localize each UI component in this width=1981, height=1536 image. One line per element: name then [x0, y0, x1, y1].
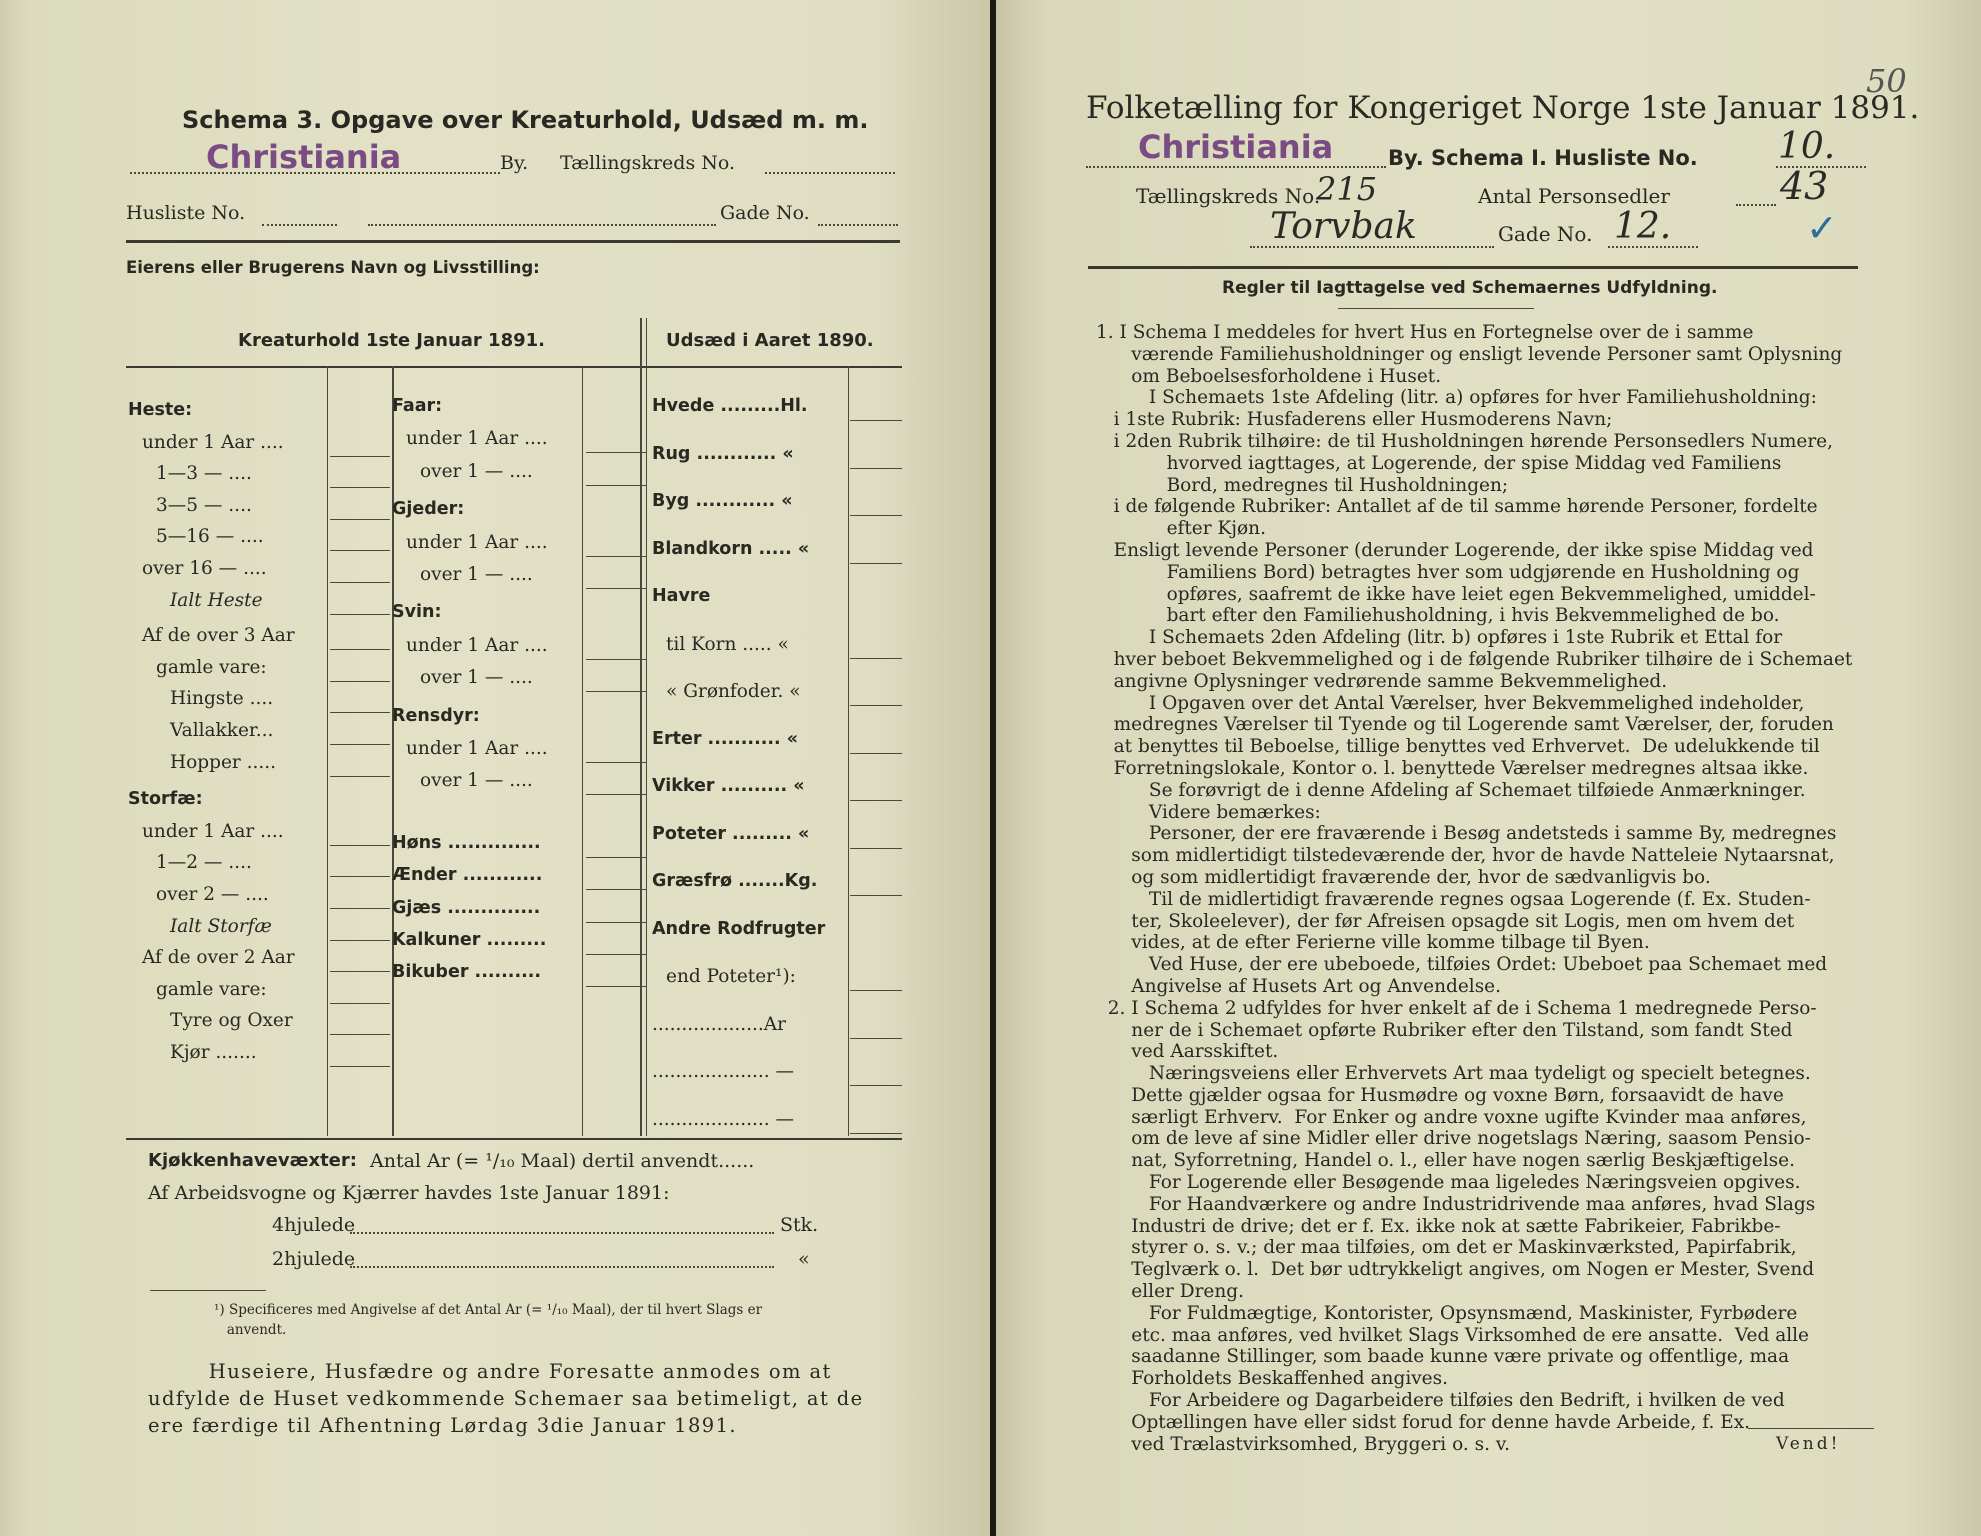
col3-row: Havre [652, 586, 711, 606]
gade-label-right: Gade No. [1498, 222, 1593, 246]
col3-entry-line [850, 1038, 902, 1039]
col2-row: Høns .............. [392, 832, 541, 853]
schema3-title: Schema 3. Opgave over Kreaturhold, Udsæd m. m. [182, 106, 869, 134]
col2-row: Kalkuner ......... [392, 930, 547, 950]
col-rule-1 [327, 366, 328, 1136]
col1-entry-line [330, 1003, 390, 1004]
col2-row: Bikuber .......... [392, 962, 542, 983]
col1-row: Kjør ....... [170, 1042, 257, 1063]
kitchen-garden-label: Kjøkkenhavevæxter: [148, 1150, 357, 1171]
by-label: By. [500, 152, 529, 174]
col2-row: Rensdyr: [392, 705, 480, 726]
personsedler-line [1736, 204, 1776, 206]
col3-row: Vikker .......... « [652, 776, 805, 796]
four-wheeled-line [350, 1232, 774, 1234]
col3-entry-line [850, 990, 902, 991]
col1-entry-line [330, 940, 390, 941]
col2-row: Gjeder: [392, 499, 465, 520]
col2-entry-line [586, 691, 646, 692]
city-line-right [1086, 166, 1386, 168]
footnote: ¹) Specificeres med Angivelse af det Antal Ar (= ¹/₁₀ Maal), der til hvert Slags er anvendt. [214, 1302, 763, 1338]
gade-no-value: 12. [1614, 206, 1672, 247]
city-line [130, 172, 500, 174]
taellingskreds-label-right: Tællingskreds No. [1136, 184, 1321, 208]
col1-row: 5—16 — .... [156, 526, 264, 548]
col1-row: Vallakker... [170, 720, 274, 741]
gade-no-line-right [1608, 246, 1698, 248]
col1-row: 1—2 — .... [156, 852, 252, 874]
col2-row: under 1 Aar .... [406, 531, 548, 553]
col3-entry-line [850, 800, 902, 801]
street-name-value: Torvbak [1270, 206, 1417, 247]
col1-entry-line [330, 876, 390, 877]
husliste-no-value: 10. [1778, 126, 1836, 167]
col2-entry-line [586, 659, 646, 660]
col1-row: 3—5 — .... [156, 494, 252, 516]
col2-entry-line [586, 857, 646, 858]
left-page-schema-3 [0, 0, 990, 1536]
col3-entry-line [850, 848, 902, 849]
col1-row: Hopper ..... [170, 751, 277, 773]
col1-entry-line [330, 744, 390, 745]
right-header-rule [1088, 266, 1858, 269]
col3-row: til Korn ..... « [666, 633, 789, 655]
col1-row: 1—3 — .... [156, 463, 252, 485]
col1-row: Ialt Heste [170, 589, 263, 611]
footnote-rule [150, 1290, 266, 1291]
census-title: Folketælling for Kongeriget Norge 1ste Januar 1891. [1086, 90, 1920, 126]
col1-entry-line [330, 1066, 390, 1067]
col1-entry-line [330, 582, 390, 583]
kitchen-garden-text: Antal Ar (= ¹/₁₀ Maal) dertil anvendt...... [370, 1150, 755, 1172]
col2-row: Svin: [392, 602, 442, 623]
col1-row: under 1 Aar .... [142, 820, 284, 842]
closing-note: Huseiere, Husfædre og andre Foresatte anmodes om at udfylde de Huset vedkommende Schemaer saa betimeligt, at de ere færdige til Afhentning Lørdag 3die Januar 1891. [148, 1360, 864, 1437]
col3-row: Erter ........... « [652, 728, 799, 749]
husliste-label-left: Husliste No. [126, 202, 246, 224]
col2-entry-line [586, 452, 646, 453]
two-wheeled-line [350, 1266, 774, 1268]
seed-heading: Udsæd i Aaret 1890. [666, 330, 874, 351]
taellingskreds-value: 215 [1316, 170, 1378, 208]
col1-entry-line [330, 456, 390, 457]
col2-entry-line [586, 762, 646, 763]
city-stamp-right: Christiania [1138, 128, 1334, 166]
col3-entry-line [850, 563, 902, 564]
ditto-mark-wagons: « [798, 1248, 810, 1270]
rules-underline [1338, 308, 1534, 309]
col2-entry-line [586, 954, 646, 955]
vend-rule [1748, 1428, 1874, 1429]
col3-row: Poteter ......... « [652, 823, 810, 844]
col3-entry-line [850, 705, 902, 706]
col3-row: .................... — [652, 1108, 794, 1130]
taellingskreds-label-left: Tællingskreds No. [560, 152, 735, 174]
col3-entry-line [850, 753, 902, 754]
col3-entry-line [850, 658, 902, 659]
col1-entry-line [330, 614, 390, 615]
col1-entry-line [330, 845, 390, 846]
col2-entry-line [586, 922, 646, 923]
col3-entry-line [850, 1085, 902, 1086]
col2-row: Ænder ............ [392, 865, 543, 886]
col2-row: Gjæs .............. [392, 897, 541, 918]
col2-row: Faar: [392, 396, 443, 416]
col1-entry-line [330, 908, 390, 909]
right-page-schema-1 [996, 0, 1981, 1536]
col3-entry-line [850, 420, 902, 421]
col3-row: end Poteter¹): [666, 966, 796, 987]
by-schema-husliste: By. Schema I. Husliste No. [1388, 146, 1698, 170]
livestock-heading: Kreaturhold 1ste Januar 1891. [238, 330, 545, 351]
vend-label: Vend! [1776, 1434, 1841, 1454]
col1-row: over 16 — .... [142, 558, 267, 579]
col2-row: under 1 Aar .... [406, 738, 548, 759]
col2-entry-line [586, 794, 646, 795]
section-divider-inner [646, 318, 647, 1136]
col-rule-4 [848, 366, 849, 1136]
col1-row: Hingste .... [170, 688, 274, 710]
col3-entry-line [850, 1133, 902, 1134]
col3-entry-line [850, 515, 902, 516]
col1-entry-line [330, 649, 390, 650]
col3-row: .................... — [652, 1061, 794, 1082]
col2-entry-line [586, 556, 646, 557]
col1-entry-line [330, 519, 390, 520]
col1-row: over 2 — .... [156, 884, 269, 905]
col1-entry-line [330, 681, 390, 682]
rules-heading: Regler til Iagttagelse ved Schemaernes Udfyldning. [1222, 278, 1718, 298]
col-rule-3 [582, 366, 583, 1136]
col1-row: gamle vare: [156, 978, 267, 1000]
personsedler-label: Antal Personsedler [1478, 184, 1670, 208]
gade-line-left [368, 224, 716, 226]
husliste-line [262, 224, 337, 226]
col3-row: « Grønfoder. « [666, 681, 801, 702]
col2-entry-line [586, 889, 646, 890]
col2-row: over 1 — .... [420, 667, 533, 689]
col1-row: Heste: [128, 400, 193, 420]
table-top-rule [126, 366, 902, 368]
col1-row: Tyre og Oxer [170, 1010, 293, 1032]
col1-entry-line [330, 776, 390, 777]
col2-row: over 1 — .... [420, 770, 533, 792]
table-bottom-rule [126, 1138, 902, 1140]
col1-entry-line [330, 712, 390, 713]
street-line [1250, 246, 1494, 248]
check-mark: ✓ [1806, 206, 1838, 250]
col1-row: Storfæ: [128, 789, 203, 810]
col3-row: Hvede .........Hl. [652, 396, 808, 416]
personsedler-value: 43 [1780, 164, 1829, 208]
col3-entry-line [850, 468, 902, 469]
col2-row: over 1 — .... [420, 564, 533, 585]
col1-row: under 1 Aar .... [142, 431, 284, 453]
header-rule [126, 240, 900, 243]
col1-row: gamle vare: [156, 656, 267, 678]
col1-entry-line [330, 487, 390, 488]
col3-entry-line [850, 895, 902, 896]
page-number-handwritten: 50 [1866, 62, 1907, 100]
col3-row: Græsfrø .......Kg. [652, 871, 818, 891]
city-stamp-left: Christiania [206, 138, 402, 176]
col1-entry-line [330, 1034, 390, 1035]
col2-entry-line [586, 485, 646, 486]
stk-label: Stk. [780, 1214, 819, 1236]
col-rule-2 [392, 366, 394, 1136]
col3-row: Blandkorn ..... « [652, 538, 810, 559]
gade-no-line [818, 224, 898, 226]
col2-row: over 1 — .... [420, 460, 533, 482]
gade-label-left: Gade No. [720, 202, 810, 224]
col1-row: Ialt Storfæ [170, 915, 272, 937]
col2-row: under 1 Aar .... [406, 634, 548, 656]
two-wheeled: 2hjulede [272, 1248, 356, 1270]
section-divider [640, 318, 642, 1136]
col3-row: ...................Ar [652, 1013, 786, 1035]
col1-entry-line [330, 550, 390, 551]
col3-row: Byg ............ « [652, 491, 793, 511]
col1-entry-line [330, 971, 390, 972]
taellingskreds-line [765, 172, 895, 174]
col3-row: Rug ............ « [652, 443, 794, 464]
col2-entry-line [586, 986, 646, 987]
wagons-text: Af Arbeidsvogne og Kjærrer havdes 1ste Januar 1891: [148, 1182, 670, 1204]
col3-row: Andre Rodfrugter [652, 918, 826, 939]
col2-entry-line [586, 588, 646, 589]
owner-label: Eierens eller Brugerens Navn og Livsstilling: [126, 258, 540, 277]
col2-row: under 1 Aar .... [406, 428, 548, 450]
col1-row: Af de over 3 Aar [142, 625, 295, 647]
four-wheeled: 4hjulede [272, 1214, 356, 1236]
rules-text: 1. I Schema I meddeles for hvert Hus en Fortegnelse over de i samme værende Familiehusholdninger og ensligt levende Personer samt Oplysning om Beboelsesforholdene i Huset. I Schemaets 1ste Afdeling (litr. a) opføres for hver Familiehusholdning: i 1ste Rubrik: Husfaderens eller Husmoderens Navn; i 2den Rubrik tilhøire: de til Husholdningen hørende Personsedlers Numere, hvorved iagttages, at Logerende, der spise Middag ved Familiens Bord, medregnes til Husholdningen; i de følgende Rubriker: Antallet af de til samme hørende Personer, fordelte efter Kjøn. Ensligt levende Personer (derunder Logerende, der ikke spise Middag ved Familiens Bord) betragtes hver som udgjørende en Husholdning og opføres, saafremt de ikke have leiet egen Bekvemmelighed, umiddel- bart efter den Familiehusholdning, i hvis Bekvemmelighed de bo. I Schemaets 2den Afdeling (litr. b) opføres i 1ste Rubrik et Ettal for hver beboet Bekvemmelighed og i de følgende Rubriker tilhøire de i Schemaet angivne Oplysninger vedrørende samme Bekvemmelighed. I Opgaven over det Antal Værelser, hver Bekvemmelighed indeholder, medregnes Værelser til Tyende og til Logerende samt Værelser, der, foruden at benyttes til Beboelse, tillige benyttes ved Erhvervet. De udelukkende til Forretningslokale, Kontor o. l. benyttede Værelser medregnes altsaa ikke. Se forøvrigt de i denne Afdeling af Schemaet tilføiede Anmærkninger. Videre bemærkes: Personer, der ere fraværende i Besøg andetsteds i samme By, medregnes som midlertidigt tilstedeværende der, hvor de havde Natteleie Nytaarsnat, og som midlertidigt fraværende der, hvor de sædvanligvis bo. Til de midlertidigt fraværende regnes ogsaa Logerende (f. Ex. Studen- ter, Skoleelever), der før Afreisen opsagde sit Logis, men om hvem det vides, at de efter Ferierne ville komme tilbage til Byen. Ved Huse, der ere ubeboede, tilføies Ordet: Ubeboet paa Schemaet med Angivelse af Husets Art og Anvendelse. 2. I Schema 2 udfyldes for hver enkelt af de i Schema 1 medregnede Perso- ner de i Schemaet opførte Rubriker efter den Tilstand, som fandt Sted ved Aarsskiftet. Næringsveiens eller Erhvervets Art maa tydeligt og specielt betegnes. Dette gjælder ogsaa for Husmødre og voxne Børn, forsaavidt de have særligt Erhverv. For Enker og andre voxne ugifte Kvinder maa anføres, om de leve af sine Midler eller drive nogetslags Næring, saasom Pensio- nat, Syforretning, Handel o. l., eller have nogen særlig Beskjæftigelse. For Logerende eller Besøgende maa ligeledes Næringsveien opgives. For Haandværkere og andre Industridrivende maa anføres, hvad Slags Industri de drive; det er f. Ex. ikke nok at sætte Fabrikeier, Fabrikbe- styrer o. s. v.; der maa tilføies, om det er Maskinværksted, Papirfabrik, Teglværk o. l. Det bør udtrykkeligt angives, om Nogen er Mester, Svend eller Dreng. For Fuldmægtige, Kontorister, Opsynsmænd, Maskinister, Fyrbødere etc. maa anføres, ved hvilket Slags Virksomhed de ere ansatte. Ved alle saadanne Stillinger, som baade kunne være private og offentlige, maa Forholdets Beskaffenhed angives. For Arbeidere og Dagarbeidere tilføies den Bedrift, i hvilken de ved Optællingen have eller sidst forud for denne havde Arbeide, f. Ex. ved Trælastvirksomhed, Bryggeri o. s. v. [1096, 322, 1853, 1455]
col1-row: Af de over 2 Aar [142, 947, 295, 969]
